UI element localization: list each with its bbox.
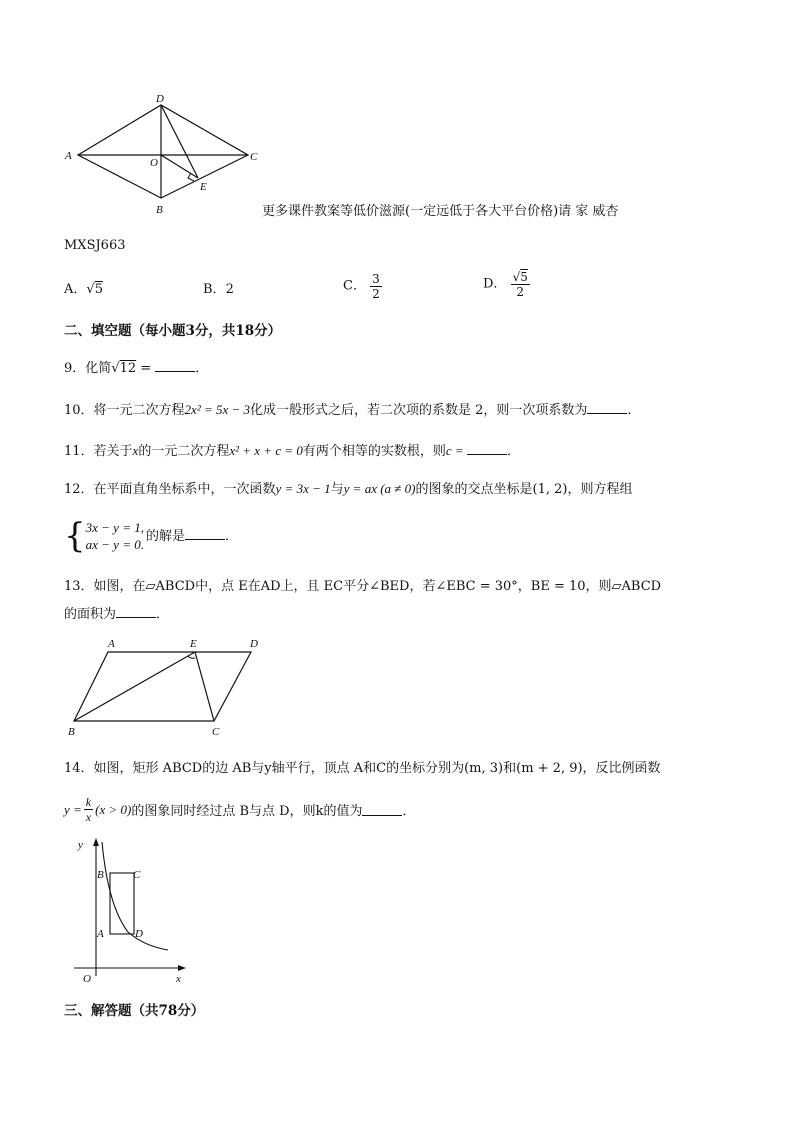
answer-blank-12[interactable] [185, 527, 225, 540]
answer-blank-14[interactable] [362, 803, 402, 816]
label-D: D [156, 93, 164, 105]
coordinate-figure [72, 836, 192, 986]
rhombus-figure [60, 92, 270, 220]
answer-blank-9[interactable] [155, 359, 195, 372]
label-C: C [250, 151, 258, 163]
question-14-line1: 14．如图，矩形 ABCD的边 AB与y轴平行，顶点 A和C的坐标分别为(m, 3)和(m + 2, 9)，反比例函数 [64, 761, 661, 776]
label-B: B [97, 869, 104, 881]
label-A: A [108, 638, 115, 650]
option-c[interactable]: C． $\frac{3}{2}$ [343, 272, 380, 301]
question-9: 9．化简√12 = ． [64, 361, 209, 376]
section-2-title: 二、填空题（每小题3分，共18分） [64, 323, 282, 339]
ad-text: 更多课件教案等低价滋源(一定远低于各大平台价格)请 家 威杏 [262, 204, 619, 219]
section-3-title: 三、解答题（共78分） [64, 1003, 205, 1019]
label-O: O [150, 157, 158, 169]
label-C: C [133, 869, 141, 881]
origin-label: O [83, 973, 91, 985]
label-A: A [65, 150, 72, 162]
answer-blank-10[interactable] [587, 401, 627, 414]
label-A: A [97, 928, 104, 940]
axis-y-label: y [78, 839, 83, 851]
question-12-system: { 3x − y = 1, ax − y = 0. 的解是 ． [64, 516, 239, 556]
label-E: E [190, 638, 197, 650]
answer-blank-13[interactable] [116, 605, 156, 618]
question-13-line2: 的面积为 ． [64, 607, 170, 622]
question-10: 10．将一元二次方程2x² = 5x − 3化成一般形式之后，若二次项的系数是 2，则一次项系数为 ． [64, 402, 641, 418]
option-d[interactable]: D． $\frac{√5}{2}$ [483, 270, 528, 299]
option-a[interactable]: A．√5 [64, 282, 103, 297]
ad-code: MXSJ663 [64, 238, 126, 253]
label-D: D [250, 638, 258, 650]
label-D: D [135, 928, 143, 940]
question-14-line2: y = $\frac{k}{x}$ (x > 0) 的图象同时经过点 B与点 D，则k的值为 ． [64, 795, 416, 824]
axis-x-label: x [176, 973, 181, 985]
label-B: B [68, 726, 75, 738]
option-b[interactable]: B．2 [203, 282, 234, 297]
label-C: C [212, 726, 220, 738]
label-B: B [156, 204, 163, 216]
label-E: E [200, 181, 207, 193]
answer-blank-11[interactable] [467, 442, 507, 455]
parallelogram-figure [64, 632, 274, 742]
question-12-line1: 12．在平面直角坐标系中，一次函数y = 3x − 1与y = ax (a ≠ 0)的图象的交点坐标是(1, 2)，则方程组 [64, 481, 633, 497]
question-11: 11．若关于x的一元二次方程x² + x + c = 0有两个相等的实数根，则c = ． [64, 443, 520, 459]
question-13-line1: 13．如图，在▱ABCD中，点 E在AD上，且 EC平分∠BED，若∠EBC = 30°，BE = 10，则▱ABCD [64, 579, 662, 594]
